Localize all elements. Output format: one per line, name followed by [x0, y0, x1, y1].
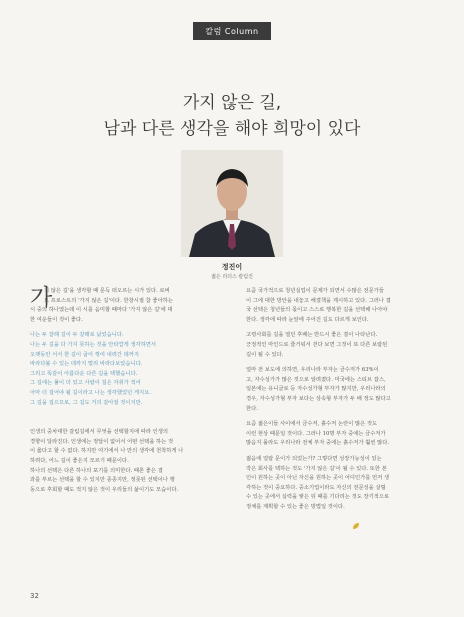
right-body-line: 인이 원하는 곳이 아닌 자신을 원하는 곳이 어디인가를 먼저 생	[246, 475, 390, 482]
right-body-line: 이 그에 대한 방안을 내놓고 해결책을 제시하고 있다. 그러나 결	[246, 297, 391, 304]
left-body-line: 이 옳다고 할 수 없다. 하지만 여기에서 나 만의 생각에 천착하게 나	[30, 448, 184, 455]
right-body-line: 고, 자수성가가 많은 것으로 알려졌다. 미국에는 스티브 잡스,	[246, 376, 386, 383]
left-column	[30, 287, 218, 495]
right-body-line: 정체를 계획할 수 있는 좋은 방법일 것이다.	[246, 503, 345, 510]
author-photo	[181, 150, 283, 257]
poem-line: 오랫동안 서서 한 길이 굽어 꺾여 내려간 데까지	[30, 351, 140, 358]
left-body-line: 하나의 선택은 다른 하나의 포기를 의미한다. 때론 좋은 결	[30, 467, 163, 474]
right-body-line: 젊음에 얼탑 문이가 되었는가? 그렇다면 성장가능성이 있는	[246, 455, 382, 462]
right-body-line: 고령사회를 길을 열던 후배는 반드시 좋은 결이 나타난다.	[246, 332, 378, 339]
left-intro-line: 시 중의 하나였는데 이 시를 음미할 때마다 '가지 않은 길'에 대	[30, 307, 173, 314]
right-body-line: 경우, 자수성가형 부자 보다는 상속형 부자가 두 배 정도 많다고	[246, 395, 391, 402]
left-body-line: 하려다, 어느 길이 좋은지 모르기 때문이다.	[30, 457, 129, 464]
poem-line: 바라다볼 수 있는 데까지 멀리 바라다보았습니다.	[30, 361, 143, 368]
right-body-line: 요즘 젊은이들 사이에서 금수저, 흙수저 논란이 많은 것도	[246, 421, 378, 428]
right-body-line: 길이 될 수 있다.	[246, 351, 284, 358]
right-body-line: 각하는 것이 중요하다. 중소기업이라도 자신의 전문성을 살릴	[246, 484, 386, 491]
left-intro-line: 지 않은 길'을 생각할 때 문득 떠오르는 시가 있다. 로버	[44, 288, 170, 294]
right-body-line: 일본에는 유니클로 등 자수성가형 부자가 많지만, 우리나라의	[246, 386, 386, 393]
poem-line: 아마 더 걸어야 될 길이라고 나는 생각했었던 게지요.	[30, 389, 151, 396]
author-role: 젊은 리더스 칼럼진	[211, 274, 253, 280]
author-name: 정진이	[221, 263, 243, 271]
right-body-line: 긍정적인 마인드로 즐거워서 걷다 보면 그것이 또 다른 보람된	[246, 341, 388, 348]
dropcap: 가	[30, 285, 53, 311]
left-body-line: 과를 부르는 선택을 할 수 있지만 종종지만, 정못된 선택이나 행	[30, 477, 175, 484]
right-body-line: 요즘 국가적으로 청년실업이 문제가 되면서 수많은 전문가들	[246, 288, 385, 294]
title-line-1: 가지 않은 길,	[182, 93, 282, 113]
left-intro-line: 트 프로스트의 '가지 않은 길'이다. 한창시절 참 좋아하는	[44, 297, 173, 304]
poem-line: 그 길을 걸으므로, 그 길도 거의 같아질 것이지만.	[30, 399, 143, 406]
right-body-line: 얼마 전 보도에 의하면, 우리나라 부자는 금수저가 63%이	[246, 367, 379, 374]
left-body-line: 경향이 달라진다. 인생에는 정답이 없어서 어떤 선택을 하는 것	[30, 438, 174, 445]
poem-line: 그리고 똑같이 아름다운 다른 길을 택했습니다.	[30, 370, 138, 377]
right-body-line: 많음지 몰라도 우리나라 전체 부자 중에는 흙수저가 훨씬 많다.	[246, 440, 390, 447]
title-line-2: 남과 다른 생각을 해야 희망이 있다	[103, 119, 361, 139]
column-badge: 칼럼 Column	[193, 22, 271, 40]
right-body-line: 한다.	[246, 405, 258, 412]
left-intro-line: 한 여운들이 것이 좋다.	[30, 316, 83, 323]
poem-line: 그 길에는 풀이 더 있고 사람이 걸은 자취가 적어	[30, 380, 141, 387]
leaf-icon	[352, 515, 360, 534]
right-body-line: 이런 현상 때문일 것이다. 그러나 10명 부자 중에는 금수저가	[246, 430, 386, 437]
left-body-line: 동으로 후회할 때도 적지 않은 것이 우리들의 삶이기도 모습이다.	[30, 486, 179, 493]
left-body-line: 인생의 중차대한 갈림길에서 무엇을 선택할지에 따라 인생의	[30, 429, 169, 436]
poem-line: 나는 두 길을 다 가지 못하는 것을 안타깝게 생각하면서	[30, 341, 157, 348]
author-portrait-image	[181, 150, 283, 257]
right-body-line: 국 선택은 청년들의 몫이고 스스로 행복한 길을 선택해 나아야	[246, 307, 388, 314]
page-number: 32	[30, 592, 39, 600]
right-column	[246, 287, 442, 512]
right-body-line: 작은 회사를 택하는 것도 '가지 않은 길'이 될 수 있다. 또한 본	[246, 465, 387, 472]
right-body-line: 한다. 생각에 따라 눈앞에 주어진 길도 다르게 보인다.	[246, 316, 369, 323]
right-body-line: 수 있는 곳에서 실력을 쌓은 뒤 때를 기다리는 것도 장기적으로	[246, 494, 390, 501]
poem-line: 나는 두 갈래 길이 두 갈래로 났었습니다.	[30, 332, 124, 339]
